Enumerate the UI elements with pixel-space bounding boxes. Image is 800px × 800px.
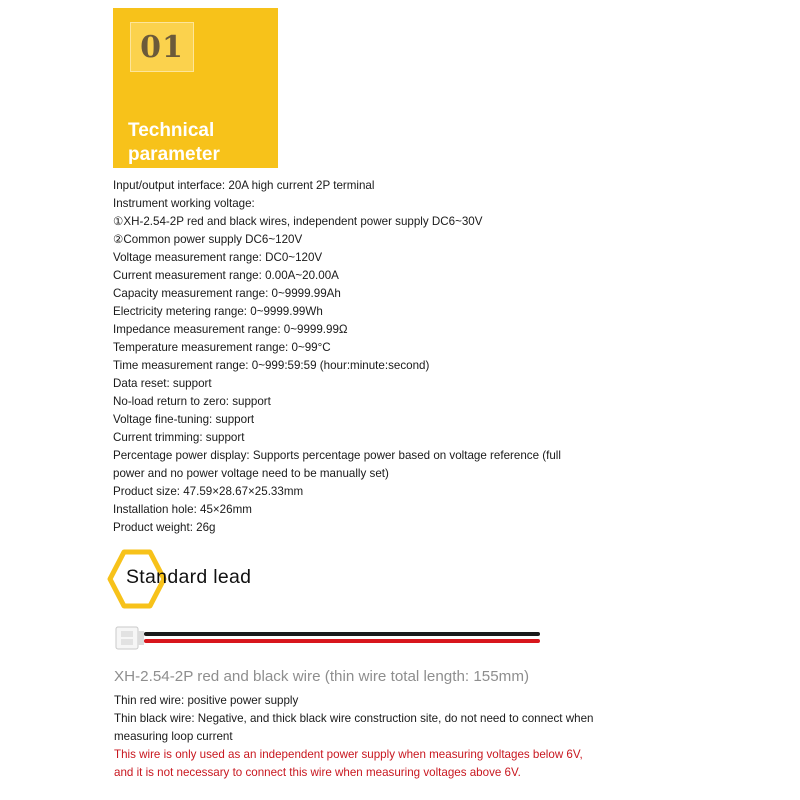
spec-item: Input/output interface: 20A high current 2P terminal <box>113 179 375 192</box>
spec-item: Electricity metering range: 0~9999.99Wh <box>113 305 323 318</box>
spec-item: Current measurement range: 0.00A~20.00A <box>113 269 339 282</box>
section-number: 01 <box>130 22 194 72</box>
wire-caption: XH-2.54-2P red and black wire (thin wire total length: 155mm) <box>114 668 530 685</box>
cable-image <box>112 624 542 654</box>
spec-item: Capacity measurement range: 0~9999.99Ah <box>113 287 341 300</box>
spec-list <box>113 177 593 537</box>
spec-item: Temperature measurement range: 0~99°C <box>113 341 331 354</box>
spec-item: Time measurement range: 0~999:59:59 (hour:minute:second) <box>113 359 430 372</box>
spec-item: Product size: 47.59×28.67×25.33mm <box>113 485 304 498</box>
lead-section-title: Standard lead <box>126 566 252 588</box>
spec-item: Impedance measurement range: 0~9999.99Ω <box>113 323 348 336</box>
warning-note: and it is not necessary to connect this wire when measuring voltages above 6V. <box>114 766 521 779</box>
section-title-line-1: Technical <box>128 120 215 141</box>
spec-item: Voltage measurement range: DC0~120V <box>113 251 323 264</box>
spec-item: Product weight: 26g <box>113 521 216 534</box>
spec-item: Voltage fine-tuning: support <box>113 413 255 426</box>
spec-item: Instrument working voltage: <box>113 197 255 210</box>
spec-item: No-load return to zero: support <box>113 395 271 408</box>
spec-item: Installation hole: 45×26mm <box>113 503 252 516</box>
warning-note: This wire is only used as an independent power supply when measuring voltages below 6V, <box>114 748 583 761</box>
spec-item: Current trimming: support <box>113 431 245 444</box>
section-title-line-2: parameter <box>128 144 220 165</box>
spec-item: Percentage power display: Supports percentage power based on voltage reference (full power and no power voltage need to be manually set) <box>113 449 561 480</box>
note-item: Thin black wire: Negative, and thick black wire construction site, do not need to connect when measuring loop current <box>114 712 594 743</box>
lead-notes <box>114 692 594 782</box>
spec-item: ②Common power supply DC6~120V <box>113 233 303 246</box>
spec-item: ①XH-2.54-2P red and black wires, independent power supply DC6~30V <box>113 215 483 228</box>
section-header-block <box>113 8 278 168</box>
spec-item: Data reset: support <box>113 377 212 390</box>
section-title <box>128 119 273 167</box>
note-item: Thin red wire: positive power supply <box>114 694 299 707</box>
